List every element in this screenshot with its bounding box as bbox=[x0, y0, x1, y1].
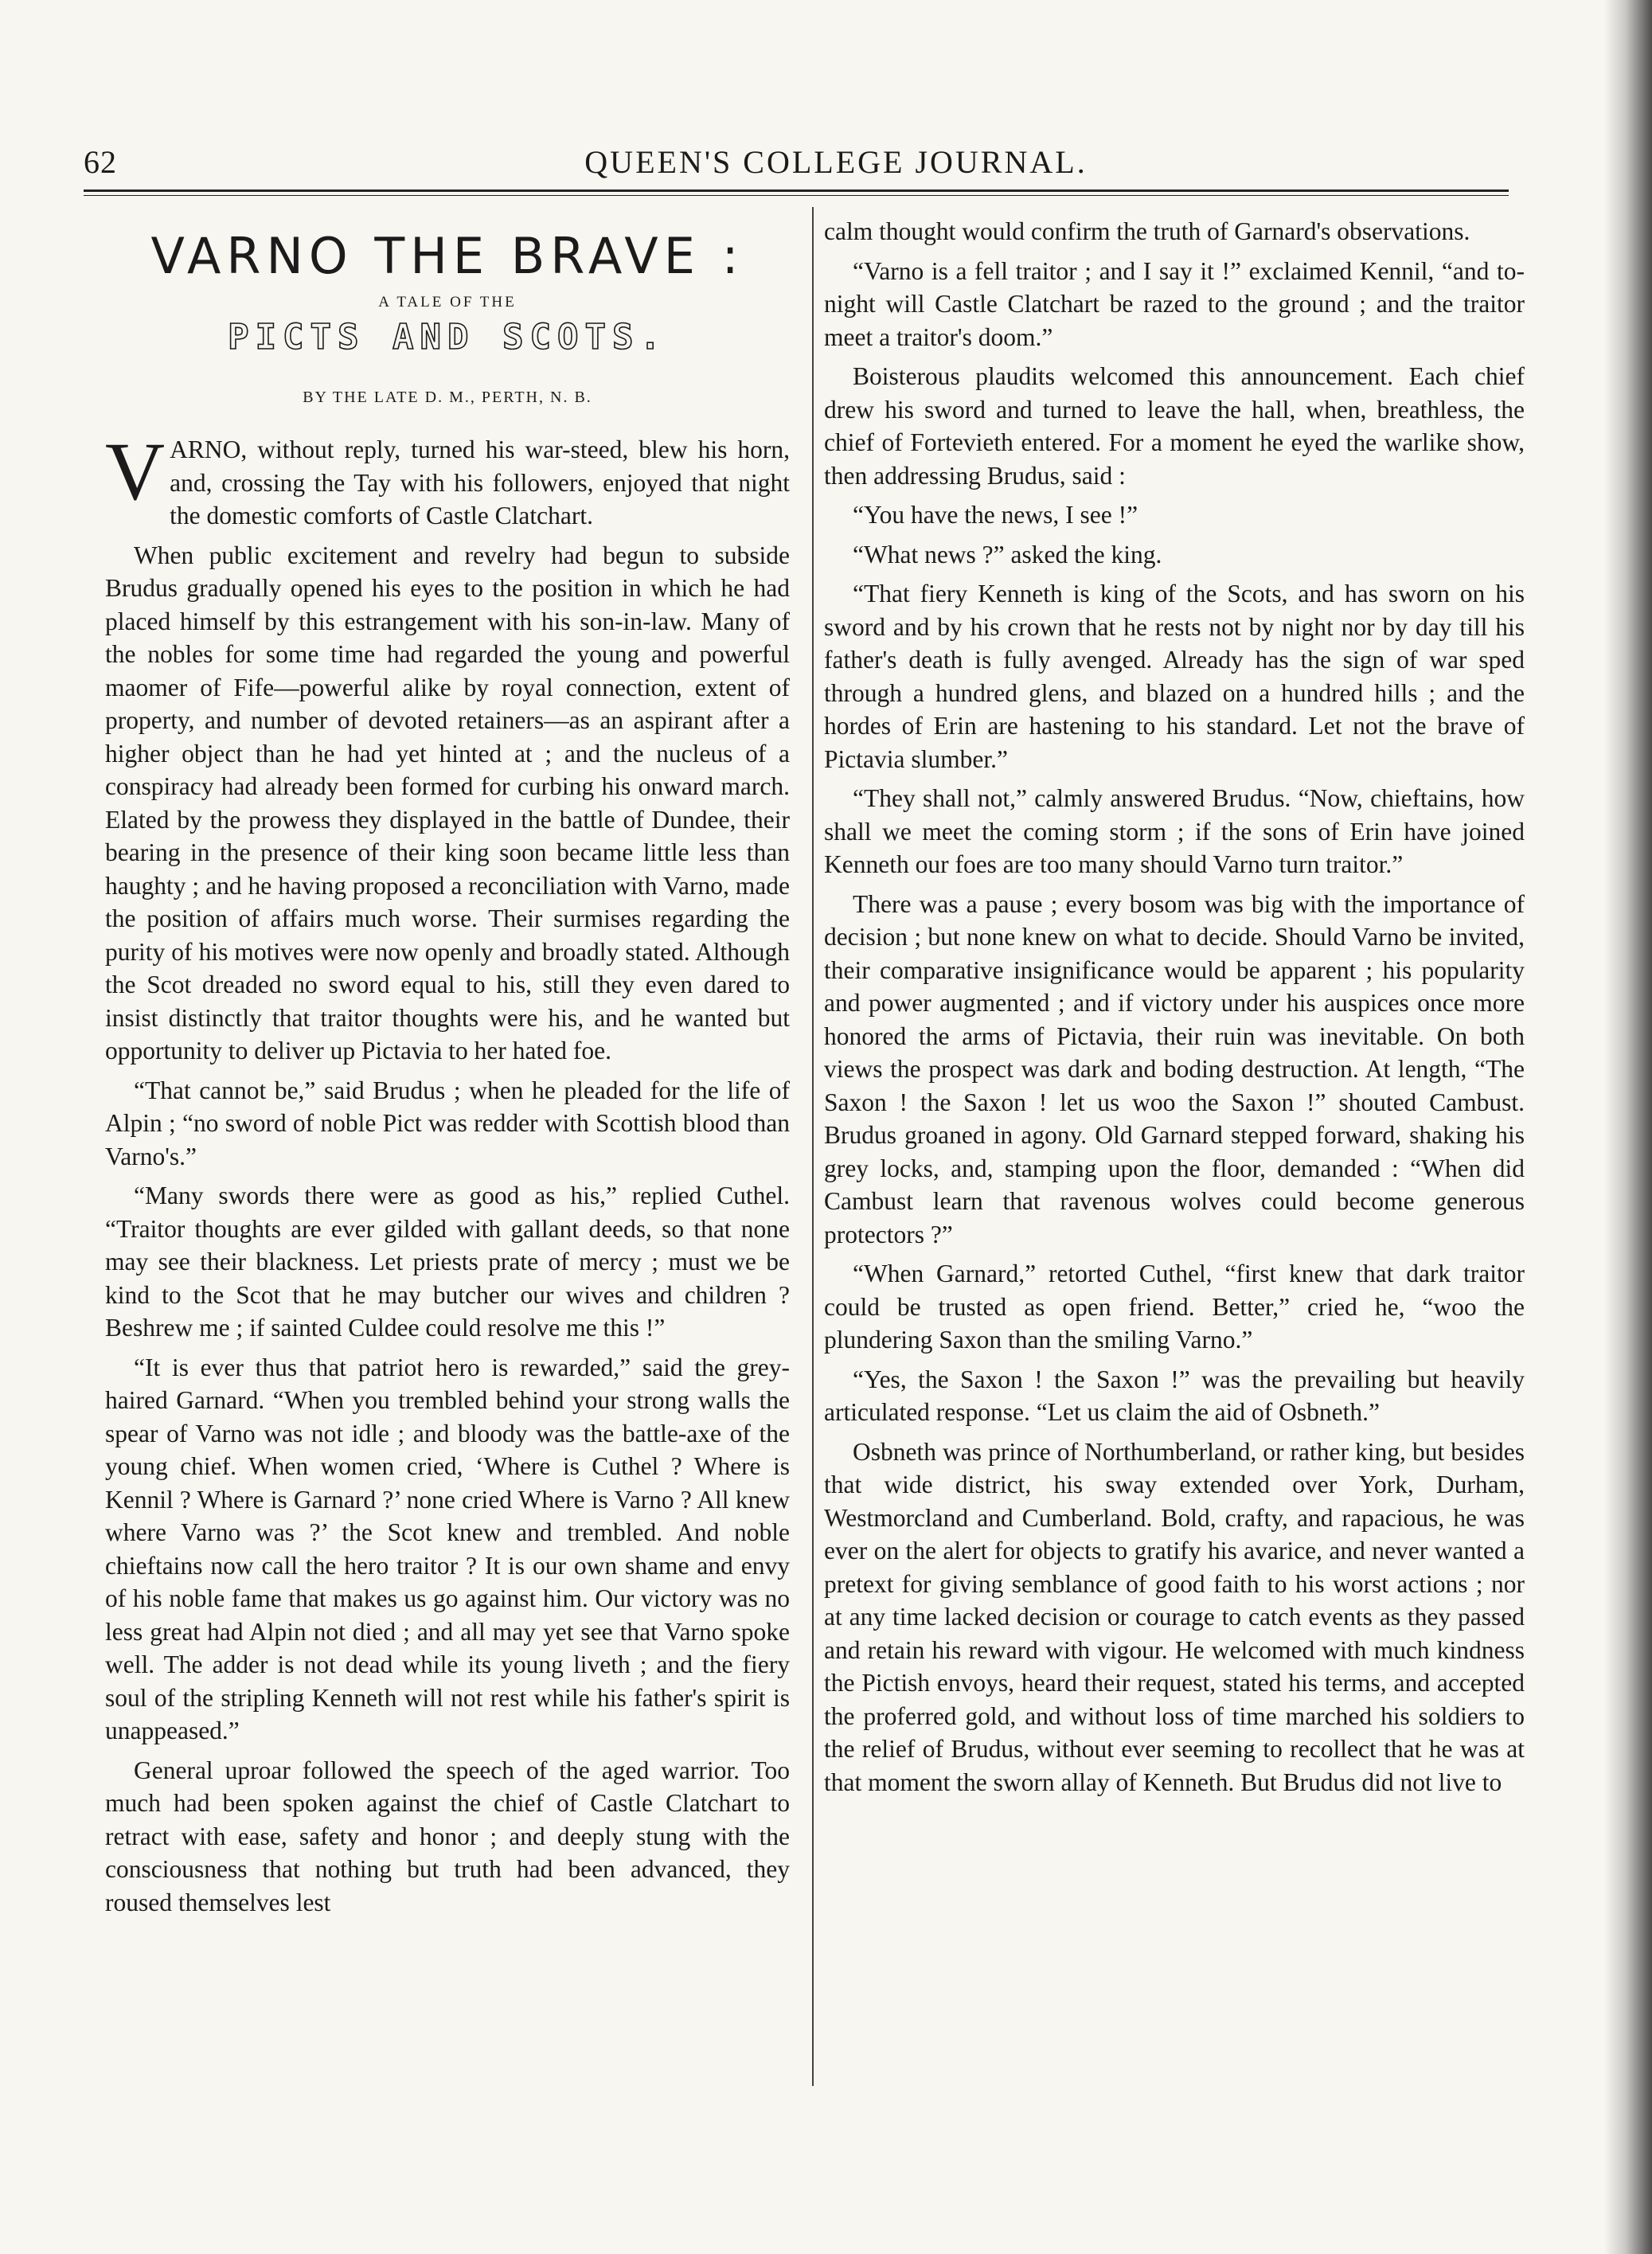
paragraph: There was a pause ; every bosom was big with the importance of decision ; but none knew on what to decide. Should Varno be invited, their comparative insignificance would be apparent ; his popularity and power augmented ; and if victory under his auspices once more honored the arms of Pictavia, their ruin was inevitable. On both views the prospect was dark and boding destruction. At length, “The Saxon ! the Saxon ! let us woo the Saxon !” shouted Cambust. Brudus groaned in agony. Old Garnard stepped forward, shaking his grey locks, and, stamping upon the floor, demanded : “When did Cambust learn that ravenous wolves could become generous protectors ?” bbox=[824, 889, 1525, 1248]
story-byline: BY THE LATE D. M., PERTH, N. B. bbox=[303, 389, 592, 406]
paragraph: “It is ever thus that patriot hero is rewarded,” said the grey-haired Garnard. “When you trembled behind your strong walls the spear of Varno was not idle ; and bloody was the battle-axe of the young chief. When women cried, ‘Where is Cuthel ? Where is Kennil ? Where is Garnard ?’ none cried Where is Varno ? All knew where Varno was ?’ the Scot knew and trembled. And noble chieftains now call the hero traitor ? It is our own shame and envy of his noble fame that makes us go against him. Our victory was no less great had Alpin not died ; and all may yet see that Varno spoke well. The adder is not dead while its young liveth ; and the fiery soul of the stripling Kenneth will not rest while his father's spirit is unappeased.” bbox=[105, 1353, 790, 1744]
paragraph: “What news ?” asked the king. bbox=[853, 540, 1162, 568]
paragraph: “Varno is a fell traitor ; and I say it !” exclaimed Kennil, “and to-night will Castle Clatchart be razed to the ground ; and the traitor meet a traitor's doom.” bbox=[824, 256, 1525, 351]
story-subtitle-large: PICTS AND SCOTS. bbox=[228, 317, 667, 357]
column-divider bbox=[812, 207, 814, 2086]
paragraph: Boisterous plaudits welcomed this announcement. Each chief drew his sword and turned to leave the hall, when, breathless, the chief of Fortevieth entered. For a moment he eyed the warlike show, then addressing Brudus, said : bbox=[824, 362, 1525, 490]
right-column bbox=[824, 215, 1525, 1805]
paragraph: “Yes, the Saxon ! the Saxon !” was the prevailing but heavily articulated response. “Let us claim the aid of Osbneth.” bbox=[824, 1365, 1525, 1426]
left-column bbox=[105, 213, 790, 1925]
paragraph: “When Garnard,” retorted Cuthel, “first knew that dark traitor could be trusted as open friend. Better,” cried he, “woo the plundering Saxon than the smiling Varno.” bbox=[824, 1260, 1525, 1354]
paragraph: General uproar followed the speech of the aged warrior. Too much had been spoken against the chief of Castle Clatchart to retract with ease, safety and honor ; and deeply stung with the consciousness that nothing but truth had been advanced, they roused themselves lest bbox=[105, 1756, 790, 1916]
paragraph: “You have the news, I see !” bbox=[853, 501, 1138, 529]
opening-paragraph bbox=[105, 426, 790, 533]
running-head bbox=[0, 143, 1652, 191]
header-rule bbox=[84, 189, 1509, 196]
paragraph: “That cannot be,” said Brudus ; when he pleaded for the life of Alpin ; “no sword of noble Pict was redder with Scottish blood than Varno's.” bbox=[105, 1076, 790, 1170]
drop-cap: V bbox=[105, 426, 166, 518]
paragraph: “That fiery Kenneth is king of the Scots, and has sworn on his sword and by his crown that he rests not by night nor by day till his father's death is fully avenged. Already has the sign of war sped through a hundred glens, and blazed on a hundred hills ; and the hordes of Erin are hastening to his standard. Let not the brave of Pictavia slumber.” bbox=[824, 580, 1525, 773]
story-title: VARNO THE BRAVE : bbox=[150, 227, 744, 285]
story-subtitle-small: A TALE OF THE bbox=[378, 294, 517, 311]
paragraph: “Many swords there were as good as his,” replied Cuthel. “Traitor thoughts are ever gilded with gallant deeds, so that none may see their blackness. Let priests prate of mercy ; must we be kind to the Scot that he may butcher our wives and children ? Beshrew me ; if sainted Culdee could resolve me this !” bbox=[105, 1182, 790, 1342]
paragraph: “They shall not,” calmly answered Brudus. “Now, chieftains, how shall we meet the coming storm ; if the sons of Erin have joined Kenneth our foes are too many should Varno turn traitor.” bbox=[824, 784, 1525, 878]
paragraph-continued: calm thought would confirm the truth of Garnard's observations. bbox=[824, 217, 1470, 245]
page-number: 62 bbox=[84, 144, 117, 180]
journal-title: QUEEN'S COLLEGE JOURNAL. bbox=[584, 144, 1088, 180]
page-edge-shadow bbox=[1604, 0, 1652, 2254]
paragraph: Osbneth was prince of Northumberland, or rather king, but besides that wide district, his sway extended over York, Durham, Westmorcland and Cumberland. Bold, crafty, and rapacious, he was ever on the alert for objects to gratify his avarice, and never wanted a pretext for giving semblance of good faith to his worst actions ; nor at any time lacked decision or courage to catch events as they passed and retain his reward with vigour. He welcomed with much kindness the Pictish envoys, heard their request, stated his terms, and accepted the proferred gold, and without loss of time marched his soldiers to the relief of Brudus, without ever seeming to recollect that he was at that moment the sworn allay of Kenneth. But Brudus did not live to bbox=[824, 1437, 1525, 1796]
paragraph: When public excitement and revelry had begun to subside Brudus gradually opened his eyes to the position in which he had placed himself by this estrangement with his son-in-law. Many of the nobles for some time had regarded the young and powerful maomer of Fife—powerful alike by royal connection, extent of property, and number of devoted retainers—as an aspirant after a higher object than he had yet hinted at ; and the nucleus of a conspiracy had already been formed for curbing his onward march. Elated by the prowess they displayed in the battle of Dundee, their bearing in the presence of their king soon became little less than haughty ; and he having proposed a reconciliation with Varno, made the position of affairs much worse. Their surmises regarding the purity of his motives were now openly and broadly stated. Although the Scot dreaded no sword equal to his, still they even dared to insist distinctly that traitor thoughts were his, and he wanted but opportunity to deliver up Pictavia to her hated foe. bbox=[105, 541, 790, 1064]
opening-paragraph-text: ARNO, without reply, turned his war-steed, blew his horn, and, crossing the Tay with his followers, enjoyed that night the domestic comforts of Castle Clatchart. bbox=[170, 436, 790, 529]
